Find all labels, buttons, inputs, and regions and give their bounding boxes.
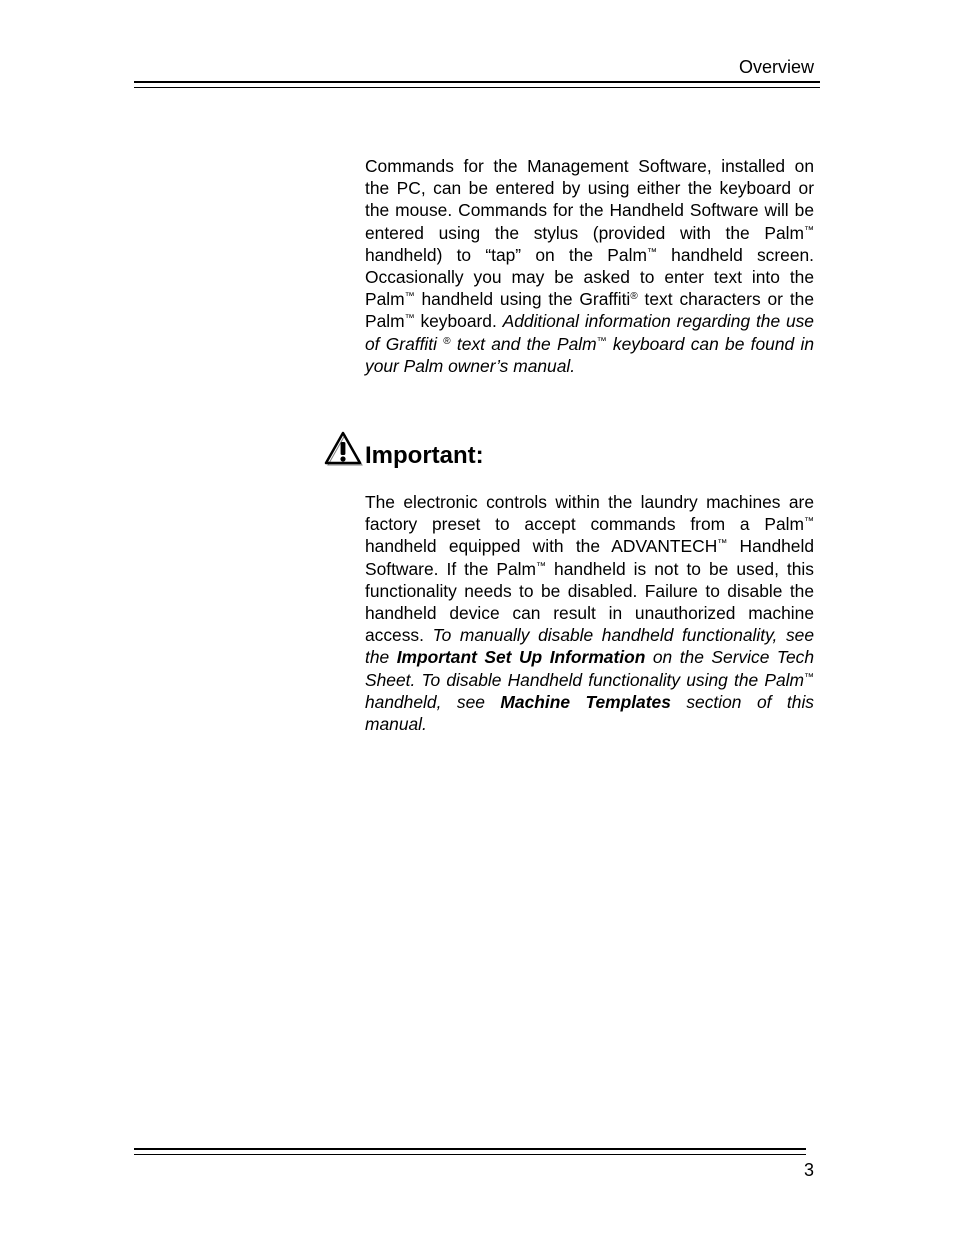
important-paragraph: The electronic controls within the laundry machines are factory preset to accept commands from a Palm™ handheld equipped with the ADVANTECH™ Handheld Software. If the Palm™ handheld is not to be used, this functionality needs to be disabled. Failure to disable the handheld device can result in unauthorized machine access. To manually disable handheld functionality, see the Important Set Up Information on the Service Tech Sheet. To disable Handheld functionality using the Palm™ handheld, see Machine Templates section of this manual.	[365, 492, 815, 735]
important-heading: Important:	[365, 442, 484, 469]
header-rule-thin	[134, 87, 820, 88]
header-rule-thick	[134, 81, 820, 83]
header-title: Overview	[738, 57, 814, 77]
warning-triangle-icon	[323, 430, 363, 466]
page-number: 3	[803, 1160, 814, 1180]
footer-rule-thick	[134, 1148, 806, 1150]
intro-paragraph: Commands for the Management Software, installed on the PC, can be entered by using either the keyboard or the mouse. Commands for the Handheld Software will be entered using the stylus (provided with the Palm™ handheld) to “tap” on the Palm™ handheld screen. Occasionally you may be asked to enter text into the Palm™ handheld using the Graffiti® text characters or the Palm™ keyboard. Additional information regarding the use of Graffiti ® text and the Palm™ keyboard can be found in your Palm owner’s manual.	[365, 156, 815, 376]
footer-rule-thin	[134, 1154, 806, 1155]
